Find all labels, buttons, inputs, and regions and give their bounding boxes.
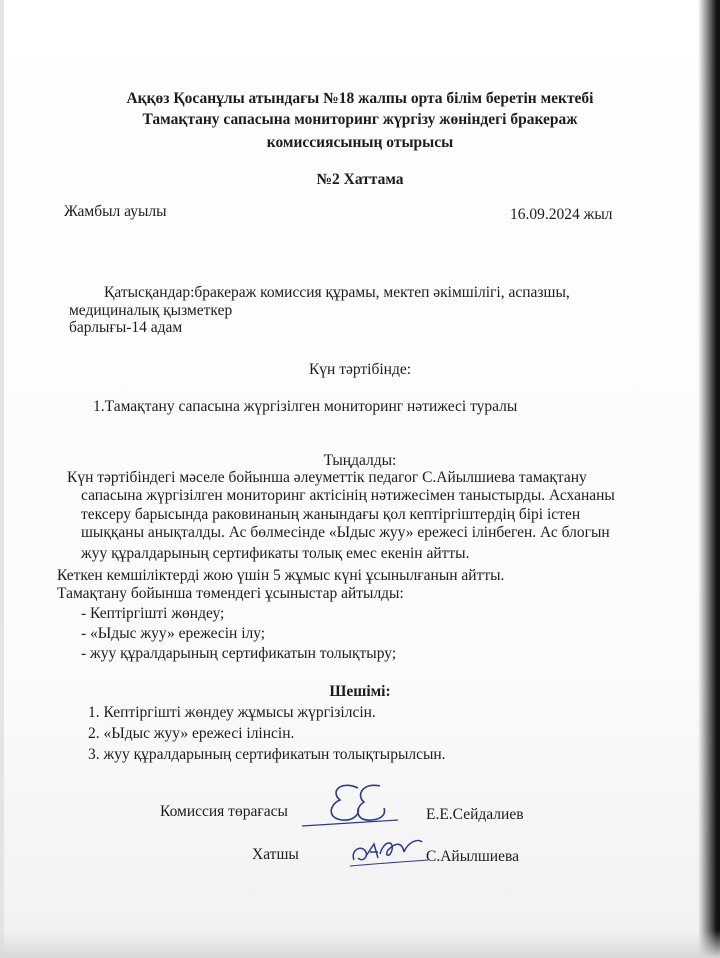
meeting-title: комиссиясының отырысы (266, 134, 454, 151)
heard-line: тексеру барысында раковинаның жанындағы қол кептіргіштердің бірі істен (81, 506, 581, 523)
place: Жамбыл ауылы (64, 203, 167, 220)
decision-item: 3. жуу құралдарының сертификатын толықтырылсын. (88, 746, 446, 763)
recommendation-item: - Кептіргішті жөндеу; (81, 605, 225, 622)
heard-line: шыққаны анықталды. Ас бөлмесінде «Ыдыс жуу» ережесі ілінбеген. Ас блогын (81, 524, 610, 541)
heard-line: Тамақтану бойынша төмендегі ұсыныстар айтылды: (57, 585, 404, 602)
heard-line: Кеткен кемшіліктерді жою үшін 5 жұмыс күні ұсынылғанын айтты. (57, 567, 505, 584)
recommendation-item: - жуу құралдарының сертификатын толықтыру; (81, 645, 397, 662)
chair-name: Е.Е.Сейдалиев (426, 806, 524, 823)
meeting-date: 16.09.2024 жыл (510, 206, 613, 223)
decision-item: 1. Кептіргішті жөндеу жұмысы жүргізілсін. (88, 704, 376, 721)
protocol-number: №2 Хаттама (316, 171, 404, 188)
heard-line: сапасына жүргізілген мониторинг актісінің нәтижесімен таныстырды. Асхананы (81, 487, 615, 504)
chair-title: Комиссия төрағасы (160, 803, 288, 820)
scan-bottom-shadow (0, 930, 720, 958)
heard-line: жуу құралдарының сертификаты толық емес екенін айтты. (81, 545, 470, 562)
commission-title: Тамақтану сапасына мониторинг жүргізу жөніндегі бракераж (142, 111, 578, 128)
heard-title: Тыңдалды: (323, 452, 397, 469)
secretary-name: С.Айылшиева (426, 848, 519, 865)
decision-item: 2. «Ыдыс жуу» ережесі ілінсін. (88, 725, 295, 742)
participants-line-1: Қатысқандар:бракераж комиссия құрамы, мектеп әкімшілігі, аспазшы, (104, 284, 570, 301)
chair-signature (300, 778, 400, 838)
agenda-title: Күн тәртібінде: (308, 361, 412, 378)
heard-line: Күн тәртібіндегі мәселе бойынша әлеуметтік педагог С.Айылшиева тамақтану (67, 469, 587, 486)
participants-line-2: медициналық қызметкер (69, 302, 233, 319)
secretary-title: Хатшы (252, 846, 299, 863)
participants-total: барлығы-14 адам (69, 319, 183, 336)
school-name: Аққөз Қосанұлы атындағы №18 жалпы орта білім беретін мектебі (126, 90, 594, 107)
recommendation-item: - «Ыдыс жуу» ережесін ілу; (81, 625, 266, 642)
agenda-item: 1.Тамақтану сапасына жүргізілген мониторинг нәтижесі туралы (93, 398, 518, 415)
secretary-signature (348, 832, 430, 874)
decision-title: Шешімі: (329, 683, 391, 700)
